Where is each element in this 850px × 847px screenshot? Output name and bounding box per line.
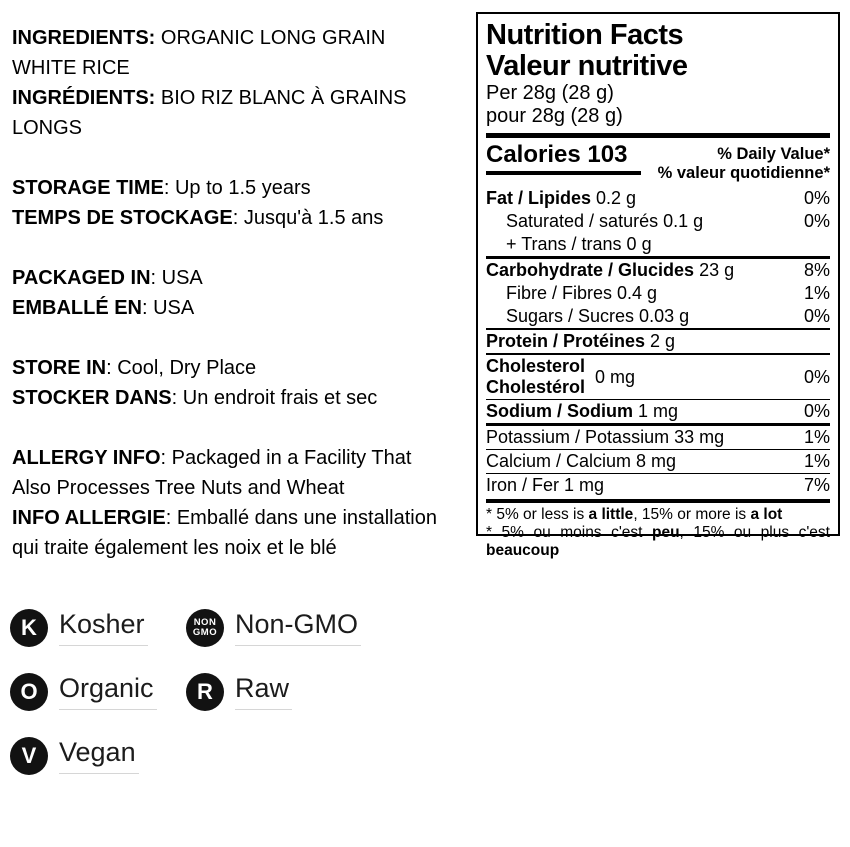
daily-value-percent: 0% bbox=[803, 366, 830, 387]
badge-non-gmo-label[interactable]: Non-GMO bbox=[235, 610, 361, 646]
nutrient-row-carbohydrate: Carbohydrate / Glucides 23 g 8% bbox=[486, 256, 830, 282]
daily-value-percent: 1% bbox=[803, 451, 830, 471]
footnote bbox=[486, 499, 830, 560]
organic-icon: O bbox=[10, 673, 48, 711]
daily-value-percent: 7% bbox=[803, 475, 830, 495]
allergy-text-fr-2: qui traite également les noix et le blé bbox=[12, 537, 337, 559]
daily-value-percent: 0% bbox=[803, 306, 830, 326]
store-line-fr bbox=[12, 383, 477, 413]
info-section-allergy bbox=[12, 443, 477, 563]
store-label-en: STORE IN bbox=[12, 357, 107, 379]
nutrient-row-sodium: Sodium / Sodium 1 mg 0% bbox=[486, 401, 830, 421]
storage-text-fr: : Jusqu'à 1.5 ans bbox=[232, 207, 384, 229]
cholesterol-label-fr: Cholestérol bbox=[486, 377, 586, 397]
badge-vegan bbox=[10, 737, 139, 775]
packaged-label-en: PACKAGED IN bbox=[12, 267, 151, 289]
packaged-text-fr: : USA bbox=[142, 297, 195, 319]
daily-value-percent: 0% bbox=[803, 188, 830, 208]
calories-section bbox=[486, 142, 830, 183]
nutrient-row-iron: Iron / Fer 1 mg 7% bbox=[486, 475, 830, 495]
badge-non-gmo bbox=[186, 609, 361, 647]
nutrition-title-en: Nutrition Facts bbox=[486, 19, 684, 51]
ingredients-label-en: INGREDIENTS: bbox=[12, 27, 156, 49]
nutrient-rows bbox=[486, 187, 830, 497]
daily-value-percent: 0% bbox=[803, 401, 830, 421]
nutrient-row-fibre: Fibre / Fibres 0.4 g 1% bbox=[506, 283, 830, 303]
daily-value-percent: 1% bbox=[803, 283, 830, 303]
nutrient-row-saturated: Saturated / saturés 0.1 g 0% bbox=[506, 211, 830, 231]
non-gmo-icon: NON GMO bbox=[186, 609, 224, 647]
daily-value-percent: 0% bbox=[803, 211, 830, 231]
info-section-store bbox=[12, 353, 477, 413]
badge-raw-label[interactable]: Raw bbox=[235, 674, 292, 710]
ingredients-text-en: ORGANIC LONG GRAIN bbox=[155, 27, 386, 49]
daily-value-percent: 8% bbox=[803, 260, 830, 280]
nutrition-title-fr: Valeur nutritive bbox=[486, 50, 688, 82]
storage-line-en bbox=[12, 173, 477, 203]
allergy-text-en-2: Also Processes Tree Nuts and Wheat bbox=[12, 477, 345, 499]
packaged-label-fr: EMBALLÉ EN bbox=[12, 297, 142, 319]
storage-label-en: STORAGE TIME bbox=[12, 177, 164, 199]
allergy-line-fr-2 bbox=[12, 533, 477, 563]
store-text-en: : Cool, Dry Place bbox=[106, 357, 257, 379]
badge-organic bbox=[10, 673, 157, 711]
allergy-label-fr: INFO ALLERGIE bbox=[12, 507, 166, 529]
serving-size-en: Per 28g (28 g) bbox=[486, 82, 614, 104]
nutrient-row-sugars: Sugars / Sucres 0.03 g 0% bbox=[506, 306, 830, 326]
nutrient-row-fat: Fat / Lipides 0.2 g 0% bbox=[486, 188, 830, 208]
store-label-fr: STOCKER DANS bbox=[12, 387, 172, 409]
allergy-text-fr: : Emballé dans une installation bbox=[165, 507, 437, 529]
info-section-storage bbox=[12, 173, 477, 233]
badge-vegan-label[interactable]: Vegan bbox=[59, 738, 139, 774]
storage-label-fr: TEMPS DE STOCKAGE bbox=[12, 207, 233, 229]
vegan-icon: V bbox=[10, 737, 48, 775]
cholesterol-value: 0 mg bbox=[595, 366, 636, 387]
ingredients-line-en-2 bbox=[12, 53, 477, 83]
storage-line-fr bbox=[12, 203, 477, 233]
store-line-en bbox=[12, 353, 477, 383]
footnote-en: * 5% or less is a little, 15% or more is a lot bbox=[486, 506, 783, 523]
ingredients-line-fr-2 bbox=[12, 113, 477, 143]
kosher-icon: K bbox=[10, 609, 48, 647]
ingredients-label-fr: INGRÉDIENTS: bbox=[12, 87, 156, 109]
ingredients-line-fr bbox=[12, 83, 477, 113]
allergy-line-fr bbox=[12, 503, 477, 533]
nutrient-row-protein: Protein / Protéines 2 g bbox=[486, 328, 830, 353]
storage-text-en: : Up to 1.5 years bbox=[163, 177, 311, 199]
nutrient-row-cholesterol bbox=[486, 353, 830, 399]
ingredients-text-fr: BIO RIZ BLANC À GRAINS bbox=[155, 87, 407, 109]
packaged-line-fr bbox=[12, 293, 477, 323]
ingredients-text-fr-2: LONGS bbox=[12, 117, 83, 139]
calories-value: Calories 103 bbox=[486, 142, 641, 175]
daily-value-header bbox=[658, 142, 830, 183]
allergy-line-en bbox=[12, 443, 477, 473]
nutrient-row-calcium: Calcium / Calcium 8 mg 1% bbox=[486, 451, 830, 471]
daily-value-header-en: % Daily Value* bbox=[717, 145, 830, 163]
allergy-text-en: : Packaged in a Facility That bbox=[160, 447, 412, 469]
allergy-line-en-2 bbox=[12, 473, 477, 503]
daily-value-percent: 1% bbox=[803, 427, 830, 447]
thick-rule bbox=[486, 133, 830, 138]
badge-raw bbox=[186, 673, 292, 711]
store-text-fr: : Un endroit frais et sec bbox=[171, 387, 378, 409]
daily-value-header-fr: % valeur quotidienne* bbox=[657, 164, 830, 182]
raw-icon: R bbox=[186, 673, 224, 711]
ingredients-text-en-2: WHITE RICE bbox=[12, 57, 130, 79]
ingredients-line-en bbox=[12, 23, 477, 53]
info-section-ingredients bbox=[12, 23, 477, 143]
nutrition-facts-panel bbox=[476, 12, 840, 559]
footnote-fr: * 5% ou moins c'est peu, 15% ou plus c'est beaucoup bbox=[486, 524, 830, 559]
cholesterol-label-en: Cholesterol bbox=[486, 356, 586, 376]
badge-organic-label[interactable]: Organic bbox=[59, 674, 157, 710]
allergy-label-en: ALLERGY INFO bbox=[12, 447, 161, 469]
info-section-packaged bbox=[12, 263, 477, 323]
nutrient-row-trans: + Trans / trans 0 g bbox=[506, 234, 652, 254]
serving-size-fr: pour 28g (28 g) bbox=[486, 105, 623, 127]
nutrient-row-potassium: Potassium / Potassium 33 mg 1% bbox=[486, 423, 830, 449]
badge-kosher bbox=[10, 609, 148, 647]
badge-kosher-label[interactable]: Kosher bbox=[59, 610, 148, 646]
packaged-line-en bbox=[12, 263, 477, 293]
packaged-text-en: : USA bbox=[150, 267, 203, 289]
